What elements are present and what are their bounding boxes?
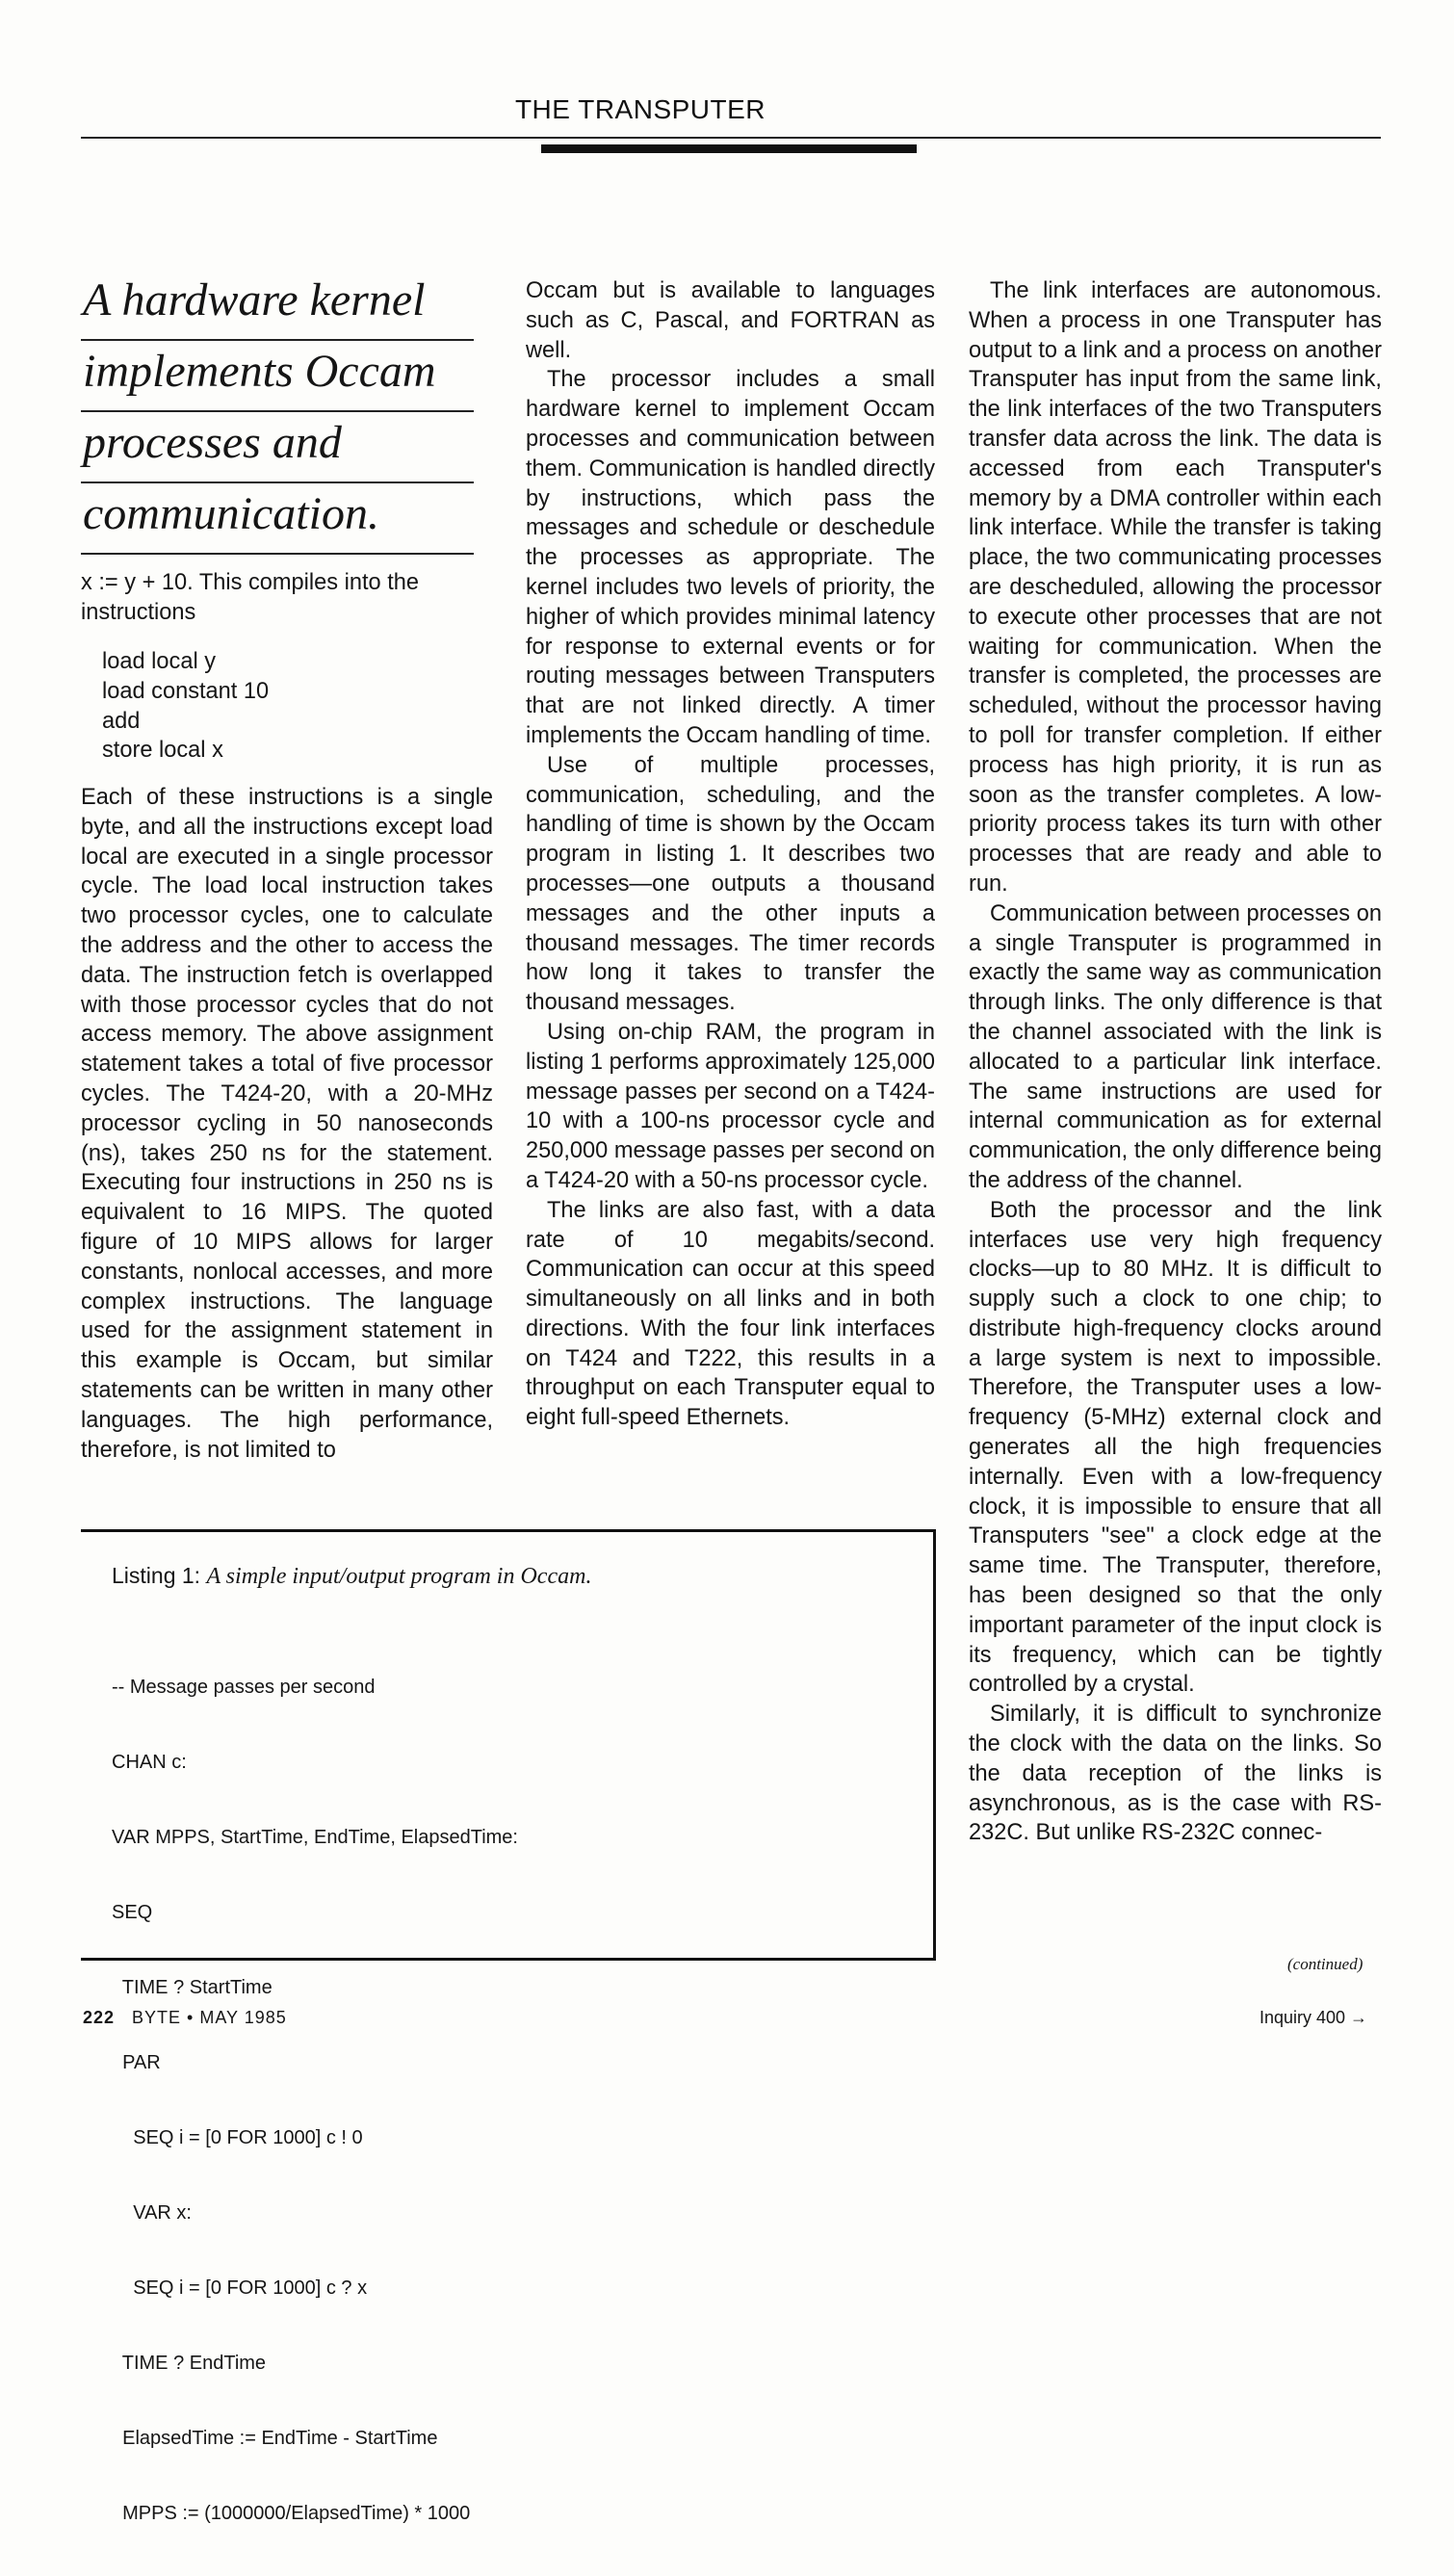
instruction-line: add [102,708,141,734]
paragraph: Both the processor and the link interfaces use very high frequency clocks—up to 80 MHz. It is difficult to supply such a clock to one chip; to distribute high-frequency clocks around a large system is next to impossible. Therefore, the Transputer uses a low-frequency (5-MHz) external clock and generates all the high frequencies internally. Even with a low-frequency clock, it is impossible to ensure that all Transputers "see" a clock edge at the same time. The Transputer, therefore, has been designed so that the only important parameter of the input clock is its frequency, which can be tightly controlled by a crystal. [969,1197,1382,1698]
code-line: VAR x: [112,2202,192,2224]
paragraph: Similarly, it is difficult to synchronize the clock with the data on the links. So the data reception of the links is asynchronous, as is the case with RS-232C. But unlike RS-232C connec- [969,1702,1382,1846]
paragraph: Use of multiple processes, communication, scheduling, and the handling of time is shown by the Occam program in listing 1. It describes two processes—one outputs a thousand messages and the other inputs a thousand messages. The timer records how long it takes to transfer the thousand messages. [526,752,935,1016]
paragraph: Using on-chip RAM, the program in listing 1 performs approximately 125,000 message passes per second on a T424-10 with a 100-ns processor cycle and 250,000 message passes per second on a T424-20 with a 50-ns processor cycle. [526,1019,935,1193]
code-line: ElapsedTime := EndTime - StartTime [112,2428,438,2449]
running-header: THE TRANSPUTER [514,94,766,124]
inquiry-number: Inquiry 400 → [1259,2008,1368,2027]
page-number: 222 [83,2008,116,2027]
code-line: TIME ? EndTime [112,2353,267,2374]
code-line: CHAN c: [112,1752,187,1773]
instruction-line: load constant 10 [102,678,270,704]
header-rule [81,137,1381,139]
code-line: -- Message passes per second [112,1677,376,1698]
code-line: TIME ? StartTime [112,1977,273,1998]
column-1 [81,783,493,1465]
magazine-issue: BYTE • MAY 1985 [132,2008,287,2027]
paragraph: The links are also fast, with a data rate of 10 megabits/second. Communication can occur at this speed simultaneously on all links and in both directions. With the four link interfaces on T424 and T222, this results in a throughput on each Transputer equal to eight full-speed Ethernets. [526,1197,935,1431]
continued-note: (continued) [1287,1955,1363,1973]
paragraph: The processor includes a small hardware kernel to implement Occam processes and communication between them. Communication is handled directly by instructions, which pass the messages and schedule or deschedule the processes as appropriate. The kernel includes two levels of priority, the higher of which provides minimal latency for response to external events or for routing messages between Transputers that are not linked directly. A timer implements the Occam handling of time. [526,367,935,748]
pull-quote [81,270,474,555]
footer-folio [83,2008,287,2028]
col1-intro: x := y + 10. This compiles into the instructions [81,570,420,625]
listing-caption-text: A simple input/output program in Occam. [206,1564,592,1589]
paragraph: Communication between processes on a single Transputer is programmed in exactly the same way as communication through links. The only difference is that the channel associated with the link is allocated to a particular link interface. The same instructions are used for internal communication as for external communication, the only difference being the address of the channel. [969,900,1382,1193]
pull-quote-line: processes and [81,412,474,483]
column-3 [969,276,1382,1848]
code-line: SEQ i = [0 FOR 1000] c ? x [112,2277,368,2299]
code-line: SEQ i = [0 FOR 1000] c ! 0 [112,2127,363,2148]
listing-caption [112,1563,591,1590]
listing-label: Listing 1: [112,1563,201,1588]
instruction-line: store local x [102,738,223,764]
paragraph: The link interfaces are autonomous. When a process in one Transputer has output to a link and a process on another Transputer has input from the same link, the link interfaces of the two Transputers transfer data across the link. The data is accessed from each Transputer's memory by a DMA controller within each link interface. While the transfer is taking place, the two communicating processes are descheduled, allowing the processor to execute other processes that are not waiting for communication. When the transfer is completed, the processes are scheduled, without the processor having to poll for transfer completion. If either process has high priority, it is run as soon as the transfer completes. A low-priority process takes its turn with other processes that are ready and able to run. [969,278,1382,897]
header-bar [541,144,917,153]
instruction-list [102,647,269,766]
code-line: SEQ [112,1902,153,1923]
paragraph: Occam but is available to languages such as C, Pascal, and FORTRAN as well. [526,278,935,363]
code-line: PAR [112,2052,161,2073]
code-line: VAR MPPS, StartTime, EndTime, ElapsedTime: [112,1827,518,1848]
pull-quote-line: communication. [81,483,474,555]
pull-quote-line: implements Occam [81,341,474,412]
pull-quote-line: A hardware kernel [81,270,474,341]
listing-code [112,1625,518,2576]
paragraph: Each of these instructions is a single byte, and all the instructions except load local are executed in a single processor cycle. The load local instruction takes two processor cycles, one to calculate the address and the other to access the data. The instruction fetch is overlapped with those processor cycles that do not access memory. The above assignment statement takes a total of five processor cycles. The T424-20, with a 20-MHz processor cycling in 50 nanoseconds (ns), takes 250 ns for the statement. Executing four instructions in 250 ns is equivalent to 16 MIPS. The quoted figure of 10 MIPS allows for larger constants, nonlocal accesses, and more complex instructions. The language used for the assignment statement in this example is Occam, but similar statements can be written in many other languages. The high performance, therefore, is not limited to [81,785,493,1463]
column-2 [526,276,935,1433]
code-line: MPPS := (1000000/ElapsedTime) * 1000 [112,2503,471,2524]
instruction-line: load local y [102,649,217,674]
